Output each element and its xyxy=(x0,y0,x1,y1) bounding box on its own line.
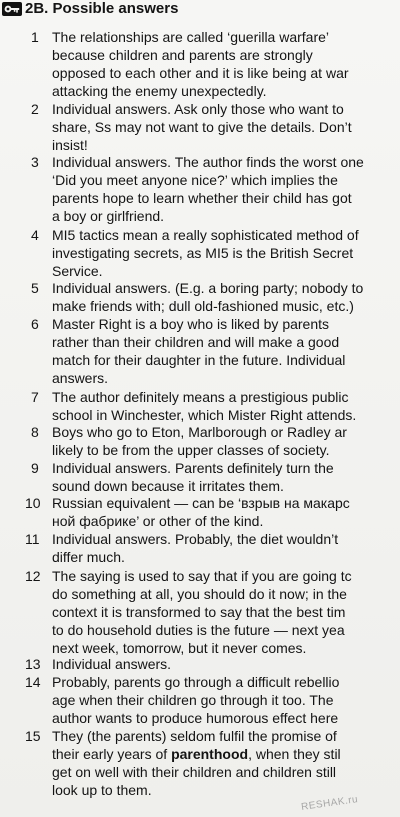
answer-line: MI5 tactics mean a really sophisticated method of xyxy=(52,227,359,243)
answer-text xyxy=(52,423,400,459)
answer-text xyxy=(52,28,400,100)
answer-text xyxy=(52,459,400,495)
answer-line: sound down because it irritates them. xyxy=(52,478,284,494)
answer-line: Individual answers. (E.g. a boring party; nobody to xyxy=(52,280,364,296)
answer-number: 4 xyxy=(31,227,39,243)
emphasized-word: parenthood xyxy=(171,746,249,762)
answer-number: 13 xyxy=(25,656,41,672)
answer-line: attacking the enemy unexpectedly. xyxy=(52,83,267,99)
answer-line: Service. xyxy=(52,263,103,279)
answer-text xyxy=(52,655,400,673)
answer-line: next week, tomorrow, but it never comes. xyxy=(52,640,307,656)
answer-line: ной фабрике’ or other of the kind. xyxy=(52,513,264,529)
answer-number: 3 xyxy=(31,154,39,170)
answer-line: age when their children go through it too. The xyxy=(52,692,334,708)
answer-line: Individual answers. Probably, the diet wouldn’t xyxy=(52,531,339,547)
answer-line: their early years of parenthood, when they stil xyxy=(52,746,341,762)
answer-text xyxy=(52,567,400,657)
answer-number: 8 xyxy=(31,424,39,440)
answer-line: answers. xyxy=(52,370,109,386)
answer-line: Probably, parents go through a difficult rebellio xyxy=(52,674,340,690)
watermark: RESHAK.ru xyxy=(300,794,359,813)
answer-line: likely to be from the upper classes of society. xyxy=(52,442,330,458)
answer-number: 7 xyxy=(31,389,39,405)
answer-line: Boys who go to Eton, Marlborough or Radley ar xyxy=(52,424,347,440)
answer-number: 12 xyxy=(25,568,41,584)
answer-line: parents hope to learn whether their child has got xyxy=(52,190,352,206)
answer-line: to do household duties is the future — next yea xyxy=(52,622,345,638)
answer-line: investigating secrets, as MI5 is the British Secret xyxy=(52,245,354,261)
answer-number: 5 xyxy=(31,280,39,296)
answer-line: do something at all, you should do it now; in the xyxy=(52,586,347,602)
answer-number: 10 xyxy=(25,495,41,511)
answer-line: make friends with; dull old-fashioned music, etc.) xyxy=(52,298,354,314)
answer-text xyxy=(52,494,400,530)
answer-number: 9 xyxy=(31,460,39,476)
answer-number: 2 xyxy=(31,101,39,117)
answer-text xyxy=(52,153,400,225)
answer-text xyxy=(52,727,400,799)
answer-line: opposed to each other and it is like being at war xyxy=(52,65,349,81)
answer-line: ‘Did you meet anyone nice?’ which implies the xyxy=(52,172,338,188)
answer-text xyxy=(52,315,400,387)
answer-line: They (the parents) seldom fulfil the promise of xyxy=(52,728,337,744)
answer-line: insist! xyxy=(52,137,88,153)
answer-line: author wants to produce humorous effect here xyxy=(52,710,339,726)
section-title: 2B. Possible answers xyxy=(25,0,179,17)
answer-line: The relationships are called ‘guerilla warfare’ xyxy=(52,29,330,45)
answer-number: 15 xyxy=(25,728,41,744)
answer-number: 6 xyxy=(31,316,39,332)
answer-line: school in Winchester, which Mister Right attends. xyxy=(52,407,357,423)
answer-line: Russian equivalent — can be ‘взрыв на макарс xyxy=(52,495,350,511)
answer-number: 14 xyxy=(25,674,41,690)
answer-line: match for their daughter in the future. Individual xyxy=(52,352,346,368)
answer-line: get on well with their children and children still xyxy=(52,764,337,780)
answer-line: Master Right is a boy who is liked by parents xyxy=(52,316,330,332)
answer-line: look up to them. xyxy=(52,782,152,798)
answer-text xyxy=(52,673,400,727)
answer-number: 11 xyxy=(25,531,40,547)
answer-text xyxy=(52,100,400,154)
answer-line: Individual answers. xyxy=(52,656,172,672)
answer-line: rather than their children and will make a good xyxy=(52,334,340,350)
answer-text xyxy=(52,388,400,424)
answer-line: context it is transformed to say that the best tim xyxy=(52,604,346,620)
answer-text xyxy=(52,530,400,566)
answer-text xyxy=(52,226,400,280)
answer-line: Individual answers. The author finds the worst one xyxy=(52,154,364,170)
answer-line: Individual answers. Parents definitely turn the xyxy=(52,460,334,476)
answer-line: Individual answers. Ask only those who want to xyxy=(52,101,344,117)
answer-line: The saying is used to say that if you are going tc xyxy=(52,568,352,584)
answer-number: 1 xyxy=(31,29,39,45)
answer-line: differ much. xyxy=(52,549,125,565)
answer-line: a boy or girlfriend. xyxy=(52,208,165,224)
answer-line: share, Ss may not want to give the details. Don’t xyxy=(52,119,352,135)
answer-text xyxy=(52,279,400,315)
answer-line: The author definitely means a prestigious public xyxy=(52,389,349,405)
answer-line: because children and parents are strongly xyxy=(52,47,313,63)
